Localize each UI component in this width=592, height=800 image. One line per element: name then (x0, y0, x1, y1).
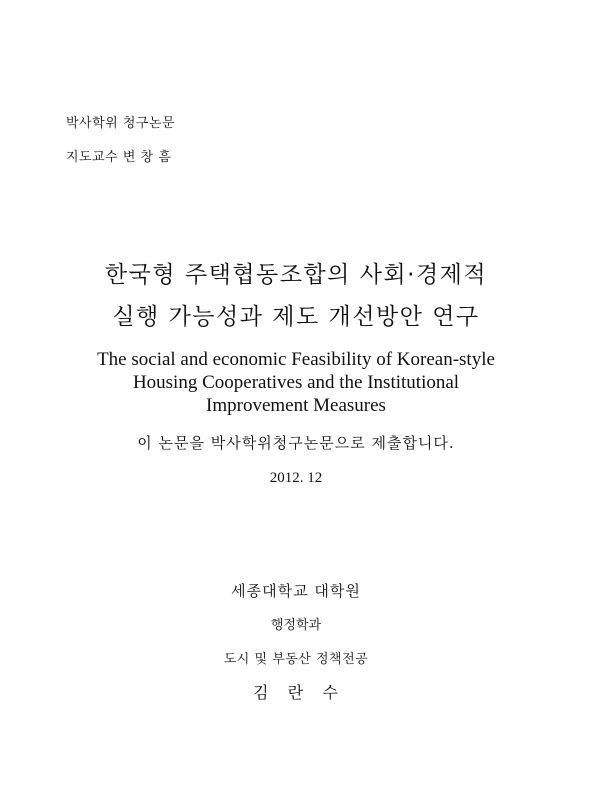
advisor-label: 지도교수 변 창 흠 (66, 150, 172, 165)
submission-date: 2012. 12 (269, 470, 323, 486)
korean-title-line-1: 한국형 주택협동조합의 사회·경제적 (104, 262, 488, 288)
major-name: 도시 및 부동산 정책전공 (223, 652, 369, 667)
university-name: 세종대학교 대학원 (231, 582, 361, 600)
submission-statement: 이 논문을 박사학위청구논문으로 제출합니다. (137, 434, 455, 452)
degree-label: 박사학위 청구논문 (66, 116, 176, 131)
department-name: 행정학과 (270, 618, 322, 633)
english-title-line-1: The social and economic Feasibility of Korean-style (97, 349, 495, 370)
english-title-line-2: Housing Cooperatives and the Institutional (132, 372, 460, 393)
english-title-line-3: Improvement Measures (206, 395, 386, 416)
author-name: 김 란 수 (253, 683, 339, 702)
korean-title-line-2: 실행 가능성과 제도 개선방안 연구 (112, 304, 480, 330)
